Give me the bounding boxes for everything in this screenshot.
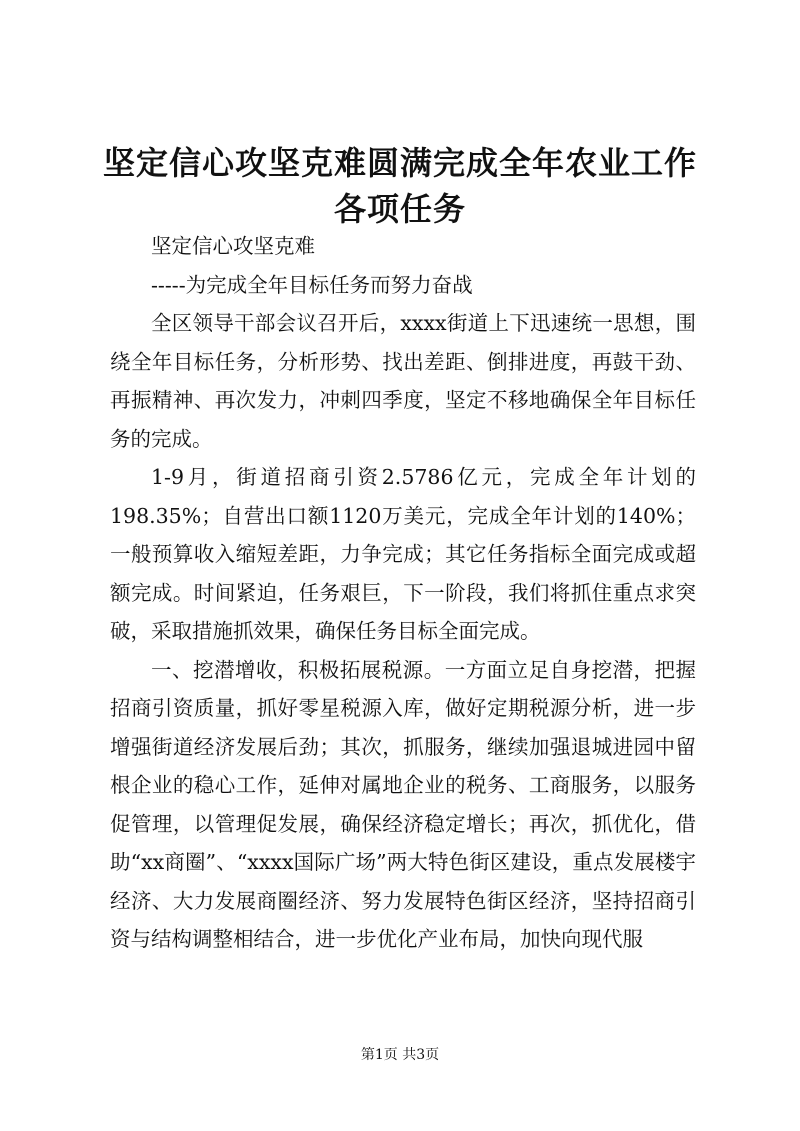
page-footer: 第1页 共3页: [360, 1047, 440, 1063]
paragraph: 全区领导干部会议召开后，xxxx街道上下迅速统一思想，围绕全年目标任务，分析形势、找出差距、倒排进度，再鼓干劲、再振精神、再次发力，冲刺四季度，坚定不移地确保全年目标任务的完成。: [110, 311, 696, 451]
subtitle-line: 坚定信心攻坚克难: [151, 234, 315, 258]
document-body: [110, 227, 696, 959]
paragraph: 1-9月，街道招商引资2.5786亿元，完成全年计划的198.35%；自营出口额1120万美元，完成全年计划的140%；一般预算收入缩短差距，力争完成；其它任务指标全面完成或超额完成。时间紧迫，任务艰巨，下一阶段，我们将抓住重点求突破，采取措施抓效果，确保任务目标全面完成。: [110, 465, 696, 643]
paragraph: 一、挖潜增收，积极拓展税源。一方面立足自身挖潜，把握招商引资质量，抓好零星税源入库，做好定期税源分析，进一步增强街道经济发展后劲；其次，抓服务，继续加强退城进园中留根企业的稳心工作，延伸对属地企业的税务、工商服务，以服务促管理，以管理促发展，确保经济稳定增长；再次，抓优化，借助“xx商圈”、“xxxx国际广场”两大特色街区建设，重点发展楼宇经济、大力发展商圈经济、努力发展特色街区经济，坚持招商引资与结构调整相结合，进一步优化产业布局，加快向现代服: [110, 657, 696, 951]
document-title: 坚定信心攻坚克难圆满完成全年农业工作各项任务: [102, 144, 697, 228]
subtitle-dash-line: -----为完成全年目标任务而努力奋战: [151, 272, 473, 297]
